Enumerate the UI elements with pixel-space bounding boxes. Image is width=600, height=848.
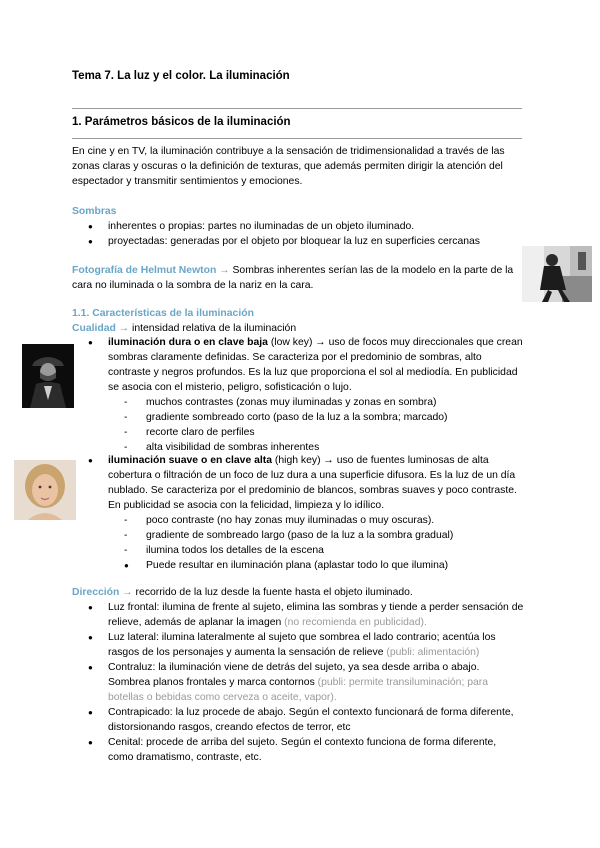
newton-paragraph: Fotografía de Helmut Newton → Sombras inherentes serían las de la modelo en la parte de la cara no iluminada o la sombra de la nariz en la cara. — [72, 265, 514, 291]
list-item: ● Cenital: procede de arriba del sujeto. Según el contexto funciona de forma diferente, como dramatismo, contraste, etc. — [72, 735, 524, 765]
divider — [72, 108, 522, 109]
intro-paragraph: En cine y en TV, la iluminación contribuye a la sensación de tridimensionalidad a través de las zonas claras y oscuras o la definición de texturas, que además permiten dirigir la atención del espectador y transmitir sentimientos y emociones. — [72, 146, 505, 187]
low-key-photo — [22, 344, 74, 408]
list-item: - gradiente sombreado corto (paso de la luz a la sombra; marcado) — [72, 410, 524, 425]
list-item: ● Contrapicado: la luz procede de abajo. Según el contexto funcionará de forma diferente, distorsionando rasgos, creando efectos de terror, etc — [72, 705, 524, 735]
list-item: - muchos contrastes (zonas muy iluminadas y zonas en sombra) — [72, 395, 524, 410]
suave-sublist — [72, 513, 524, 558]
suave-list — [72, 453, 524, 513]
list-item: ● Luz lateral: ilumina lateralmente al sujeto que sombrea el lado contrario; acentúa los rasgos de los personajes y aumenta la sensación de relieve (publi: alimentación) — [72, 630, 524, 660]
list-item: ● Luz frontal: ilumina de frente al sujeto, elimina las sombras y tiende a perder sensación de relieve, además de aplanar la imagen (no recomienda en publicidad). — [72, 600, 524, 630]
list-item: ● Puede resultar en iluminación plana (aplastar todo lo que ilumina) — [72, 558, 524, 573]
cualidad-line: Cualidad → intensidad relativa de la iluminación — [72, 323, 297, 334]
subsection-heading: 1.1. Características de la iluminación — [72, 308, 254, 319]
dura-sublist — [72, 395, 524, 455]
list-item: - poco contraste (no hay zonas muy iluminadas o muy oscuras). — [72, 513, 524, 528]
section-heading: 1. Parámetros básicos de la iluminación — [72, 116, 291, 128]
high-key-photo — [14, 460, 76, 520]
direccion-line: Dirección → recorrido de la luz desde la fuente hasta el objeto iluminado. — [72, 587, 413, 598]
suave-sublist-2 — [72, 558, 524, 573]
helmut-newton-photo — [522, 246, 592, 302]
list-item: - gradiente de sombreado largo (paso de la luz a la sombra gradual) — [72, 528, 524, 543]
list-item: - ilumina todos los detalles de la escena — [72, 543, 524, 558]
dura-list — [72, 335, 524, 395]
list-item: - alta visibilidad de sombras inherentes — [72, 440, 524, 455]
list-item: - recorte claro de perfiles — [72, 425, 524, 440]
sombras-label: Sombras — [72, 206, 117, 217]
page-title: Tema 7. La luz y el color. La iluminación — [72, 70, 290, 82]
list-item: ● iluminación dura o en clave baja (low key) → uso de focos muy direccionales que crean sombras claramente definidas. Se caracteriza por el predominio de sombras, alto contraste y negros profundos. Es la luz que proporciona el sol al mediodía. En publicidad se asocia con el misterio, peligro, sofisticación o lujo. — [72, 335, 524, 395]
list-item: ● inherentes o propias: partes no iluminadas de un objeto iluminado. — [72, 219, 532, 234]
list-item: ● Contraluz: la iluminación viene de detrás del sujeto, ya sea desde arriba o abajo. Sombrea planos frontales y marca contornos (publi: permite transiluminación; para botellas o bebidas como cerveza o aceite, vapor). — [72, 660, 524, 705]
list-item: ● proyectadas: generadas por el objeto por bloquear la luz en superficies cercanas — [72, 234, 532, 249]
list-item: ● iluminación suave o en clave alta (high key) → uso de fuentes luminosas de alta cobertura o filtración de un foco de luz dura a una superficie difusora. Es la luz de un día nublado. Se caracteriza por el predominio de blancos, sombras suaves y poco contraste. En publicidad se asocia con la felicidad, limpieza y lo idílico. — [72, 453, 524, 513]
sombras-list — [72, 219, 532, 249]
divider — [72, 138, 522, 139]
direccion-list — [72, 600, 524, 765]
